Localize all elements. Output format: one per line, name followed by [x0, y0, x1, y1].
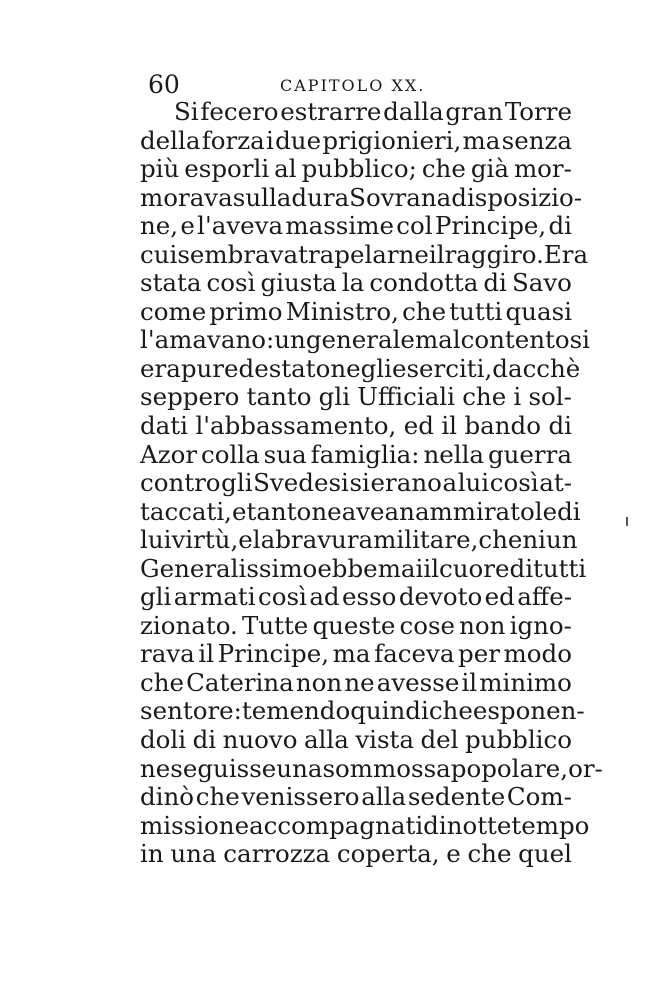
text-line: zionato. Tutte queste cose non igno- [140, 610, 572, 640]
text-line: l'amavano: un generale malcontento si [140, 325, 591, 355]
text-line: più esporli al pubblico; che già mor- [140, 154, 572, 184]
text-line: sentore: temendo quindi che esponen- [140, 696, 585, 726]
text-line: morava sulla dura Sovrana disposizio- [140, 182, 582, 212]
text-line: della forza i due prigionieri, ma senza [140, 125, 572, 155]
text-line: missione accompagnati di notte tempo [140, 810, 590, 840]
text-line: era pure destato negli eserciti, dacchè [140, 353, 581, 383]
text-line: Azor colla sua famiglia: nella guerra [140, 439, 572, 469]
text-line: ne, e l'aveva massime col Principe, di [140, 211, 572, 241]
text-line: ne seguisse una sommossa popolare, or- [140, 753, 603, 783]
text-line: che Caterina non ne avesse il minimo [140, 667, 572, 697]
text-line: lui virtù, e la bravura militare, che niun [140, 525, 578, 555]
text-line: come primo Ministro, che tutti quasi [140, 296, 572, 326]
page-number: 60 [148, 70, 180, 99]
text-line: doli di nuovo alla vista del pubblico [140, 725, 572, 755]
chapter-title: CAPITOLO XX. [280, 76, 426, 95]
text-line: dinò che venissero alla sedente Com- [140, 782, 572, 812]
text-line: dati l'abbassamento, ed il bando di [140, 411, 572, 441]
text-line: stata così giusta la condotta di Savo [140, 268, 572, 298]
text-line: cui sembrava trapelarne il raggiro. Era [140, 239, 589, 269]
text-line: in una carrozza coperta, e che quel [140, 839, 572, 869]
text-line: Generalissimo ebbe mai il cuore di tutti [140, 553, 587, 583]
text-line: seppero tanto gli Ufficiali che i sol- [140, 382, 572, 412]
text-line: Si fecero estrarre dalla gran Torre [174, 97, 572, 126]
body-text [140, 97, 603, 869]
text-line: rava il Principe, ma faceva per modo [140, 639, 572, 669]
margin-mark [626, 517, 628, 526]
text-line: contro gli Svedesi si erano a lui così at- [140, 468, 572, 498]
text-line: taccati, e tanto ne avean ammirato le di [140, 496, 581, 526]
text-line: gli armati così ad esso devoto ed affe- [140, 582, 572, 612]
